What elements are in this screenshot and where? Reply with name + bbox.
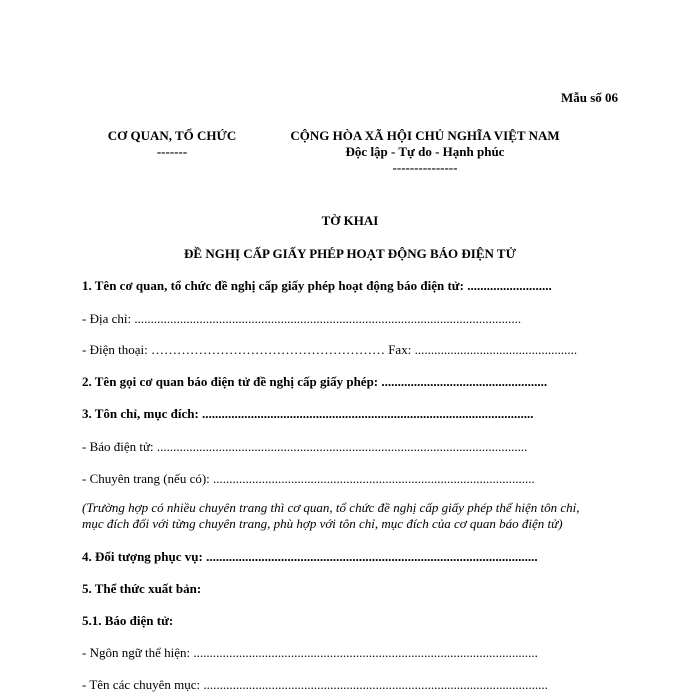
note-line-2: mục đích đối với từng chuyên trang, phù hợp với tôn chỉ, mục đích của cơ quan báo điện tử) [82, 516, 563, 531]
field-phone-fax: - Điện thoại: ……………………………………………… Fax: .................................................. [82, 342, 578, 357]
field-electronic-newspaper: - Báo điện tử: .................................................................................................................. [82, 439, 528, 454]
motto-dashes: --------------- [392, 160, 458, 175]
note-line-1: (Trường hợp có nhiều chuyên trang thì cơ quan, tổ chức đề nghị cấp giấy phép thể hiện tôn chỉ, [82, 500, 580, 515]
country-name: CỘNG HÒA XÃ HỘI CHỦ NGHĨA VIỆT NAM [290, 128, 560, 143]
national-motto: Độc lập - Tự do - Hạnh phúc [345, 144, 505, 159]
org-dashes: ------- [156, 144, 188, 159]
document-subtitle: ĐỀ NGHỊ CẤP GIẤY PHÉP HOẠT ĐỘNG BÁO ĐIỆN TỬ [184, 246, 516, 261]
header-national [270, 128, 580, 176]
field-publication-format: 5. Thể thức xuất bản: [82, 581, 202, 596]
field-electronic-format: 5.1. Báo điện tử: [82, 613, 174, 628]
field-sections: - Tên các chuyên mục: .......................................................................................................... [82, 677, 548, 692]
field-address: - Địa chỉ: ....................................................................................................................... [82, 311, 522, 326]
field-newspaper-name: 2. Tên gọi cơ quan báo điện tử đề nghị cấp giấy phép: ................................................... [82, 374, 548, 389]
form-number: Mẫu số 06 [560, 90, 618, 105]
org-label: CƠ QUAN, TỔ CHỨC [107, 128, 237, 143]
field-language: - Ngôn ngữ thể hiện: .......................................................................................................... [82, 645, 538, 660]
field-org-name: 1. Tên cơ quan, tổ chức đề nghị cấp giấy phép hoạt động báo điện tử: .......................... [82, 278, 552, 293]
field-subpage: - Chuyên trang (nếu có): ................................................................................................... [82, 471, 535, 486]
field-purpose: 3. Tôn chỉ, mục đích: ...................................................................................................... [82, 406, 534, 421]
document-title: TỜ KHAI [321, 213, 379, 228]
field-audience: 4. Đối tượng phục vụ: ...................................................................................................... [82, 549, 538, 564]
header-organization [92, 128, 252, 160]
